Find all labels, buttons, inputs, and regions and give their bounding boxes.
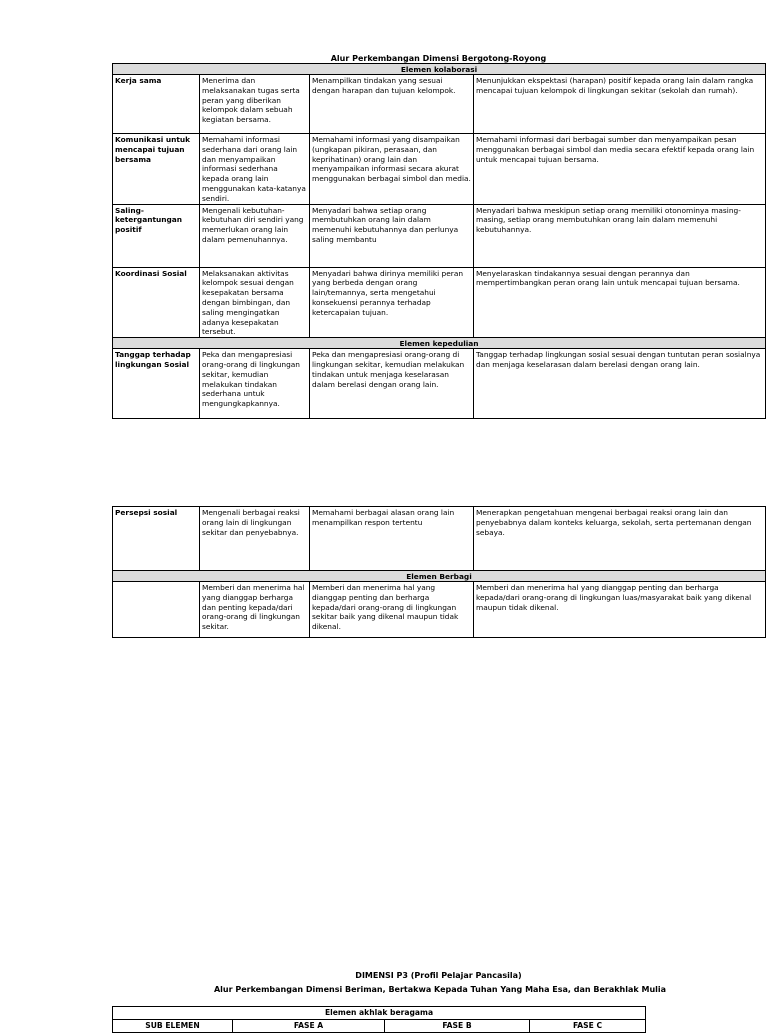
section2-table <box>112 506 766 638</box>
sub-element-cell: Koordinasi Sosial <box>113 267 200 338</box>
dimension-heading: DIMENSI P3 (Profil Pelajar Pancasila) <box>355 971 522 980</box>
column-header-row <box>113 1020 646 1033</box>
sub-element-cell <box>113 582 200 638</box>
fase-b-cell: Memahami informasi yang disampaikan (ungkapan pikiran, perasaan, dan keprihatinan) orang lain dan menyampaikan informasi secara akurat menggunakan berbagai simbol dan media. <box>310 134 474 205</box>
sub-element-cell: Persepsi sosial <box>113 507 200 571</box>
fase-c-cell: Tanggap terhadap lingkungan sosial sesuai dengan tuntutan peran sosialnya dan menjaga keselarasan dalam berelasi dengan orang lain. <box>474 349 766 419</box>
fase-b-cell: Peka dan mengapresiasi orang-orang di lingkungan sekitar, kemudian melakukan tindakan untuk menjaga keselarasan dalam berelasi dengan orang lain. <box>310 349 474 419</box>
fase-c-cell: Memberi dan menerima hal yang dianggap penting dan berharga kepada/dari orang-orang di lingkungan luas/masyarakat baik yang dikenal maupun tidak dikenal. <box>474 582 766 638</box>
fase-a-cell: Mengenali kebutuhan-kebutuhan diri sendiri yang memerlukan orang lain dalam pemenuhannya. <box>200 204 310 267</box>
fase-b-cell: Memahami berbagai alasan orang lain menampilkan respon tertentu <box>310 507 474 571</box>
element-kepedulian-header: Elemen kepedulian <box>113 338 766 349</box>
sub-element-cell: Tanggap terhadap lingkungan Sosial <box>113 349 200 419</box>
fase-b-cell: Memberi dan menerima hal yang dianggap penting dan berharga kepada/dari orang-orang di lingkungan sekitar baik yang dikenal maupun tidak dikenal. <box>310 582 474 638</box>
fase-a-cell: Menerima dan melaksanakan tugas serta peran yang diberikan kelompok dalam sebuah kegiatan bersama. <box>200 75 310 134</box>
table-row <box>113 507 766 571</box>
sub-element-cell: Kerja sama <box>113 75 200 134</box>
dimension-subheading: Alur Perkembangan Dimensi Beriman, Bertakwa Kepada Tuhan Yang Maha Esa, dan Berakhlak Mulia <box>213 985 667 994</box>
table-row <box>113 349 766 419</box>
fase-a-cell: Mengenali berbagai reaksi orang lain di lingkungan sekitar dan penyebabnya. <box>200 507 310 571</box>
fase-b-cell: Menyadari bahwa dirinya memiliki peran yang berbeda dengan orang lain/temannya, serta mengetahui konsekuensi perannya terhadap ketercapaian tujuan. <box>310 267 474 338</box>
table-row <box>113 204 766 267</box>
fase-c-cell: Menunjukkan ekspektasi (harapan) positif kepada orang lain dalam rangka mencapai tujuan kelompok di lingkungan sekitar (sekolah dan rumah). <box>474 75 766 134</box>
table-row <box>113 75 766 134</box>
sub-element-cell: Saling-ketergantungan positif <box>113 204 200 267</box>
element-akhlak-header: Elemen akhlak beragama <box>113 1007 646 1020</box>
sub-element-cell: Komunikasi untuk mencapai tujuan bersama <box>113 134 200 205</box>
document-title: Alur Perkembangan Dimensi Bergotong-Royong <box>330 54 547 63</box>
fase-b-cell: Menyadari bahwa setiap orang membutuhkan orang lain dalam memenuhi kebutuhannya dan perlunya saling membantu <box>310 204 474 267</box>
col-header-sub-elemen: SUB ELEMEN <box>113 1020 233 1033</box>
fase-c-cell: Menyelaraskan tindakannya sesuai dengan perannya dan mempertimbangkan peran orang lain untuk mencapai tujuan bersama. <box>474 267 766 338</box>
table-row <box>113 582 766 638</box>
fase-a-cell: Peka dan mengapresiasi orang-orang di lingkungan sekitar, kemudian melakukan tindakan sederhana untuk mengungkapkannya. <box>200 349 310 419</box>
section1-table <box>112 63 766 419</box>
col-header-fase-c: FASE C <box>530 1020 646 1033</box>
fase-b-cell: Menampilkan tindakan yang sesuai dengan harapan dan tujuan kelompok. <box>310 75 474 134</box>
fase-c-cell: Memahami informasi dari berbagai sumber dan menyampaikan pesan menggunakan berbagai simbol dan media secara efektif kepada orang lain untuk mencapai tujuan bersama. <box>474 134 766 205</box>
element-kolaborasi-header: Elemen kolaborasi <box>113 64 766 75</box>
col-header-fase-b: FASE B <box>385 1020 530 1033</box>
table-row <box>113 267 766 338</box>
fase-a-cell: Memahami informasi sederhana dari orang lain dan menyampaikan informasi sederhana kepada orang lain menggunakan kata-katanya sendiri. <box>200 134 310 205</box>
table-row <box>113 134 766 205</box>
element-header-row <box>113 64 766 75</box>
element-header-row <box>113 1007 646 1020</box>
fase-a-cell: Memberi dan menerima hal yang dianggap berharga dan penting kepada/dari orang-orang di lingkungan sekitar. <box>200 582 310 638</box>
fase-a-cell: Melaksanakan aktivitas kelompok sesuai dengan kesepakatan bersama dengan bimbingan, dan saling mengingatkan adanya kesepakatan tersebut. <box>200 267 310 338</box>
col-header-fase-a: FASE A <box>233 1020 385 1033</box>
element-header-row <box>113 338 766 349</box>
element-header-row <box>113 571 766 582</box>
element-berbagi-header: Elemen Berbagi <box>113 571 766 582</box>
fase-c-cell: Menyadari bahwa meskipun setiap orang memiliki otonominya masing-masing, setiap orang membutuhkan orang lain dalam memenuhi kebutuhannya. <box>474 204 766 267</box>
fase-c-cell: Menerapkan pengetahuan mengenai berbagai reaksi orang lain dan penyebabnya dalam konteks keluarga, sekolah, serta pertemanan dengan sebaya. <box>474 507 766 571</box>
section3-table <box>112 1006 646 1033</box>
